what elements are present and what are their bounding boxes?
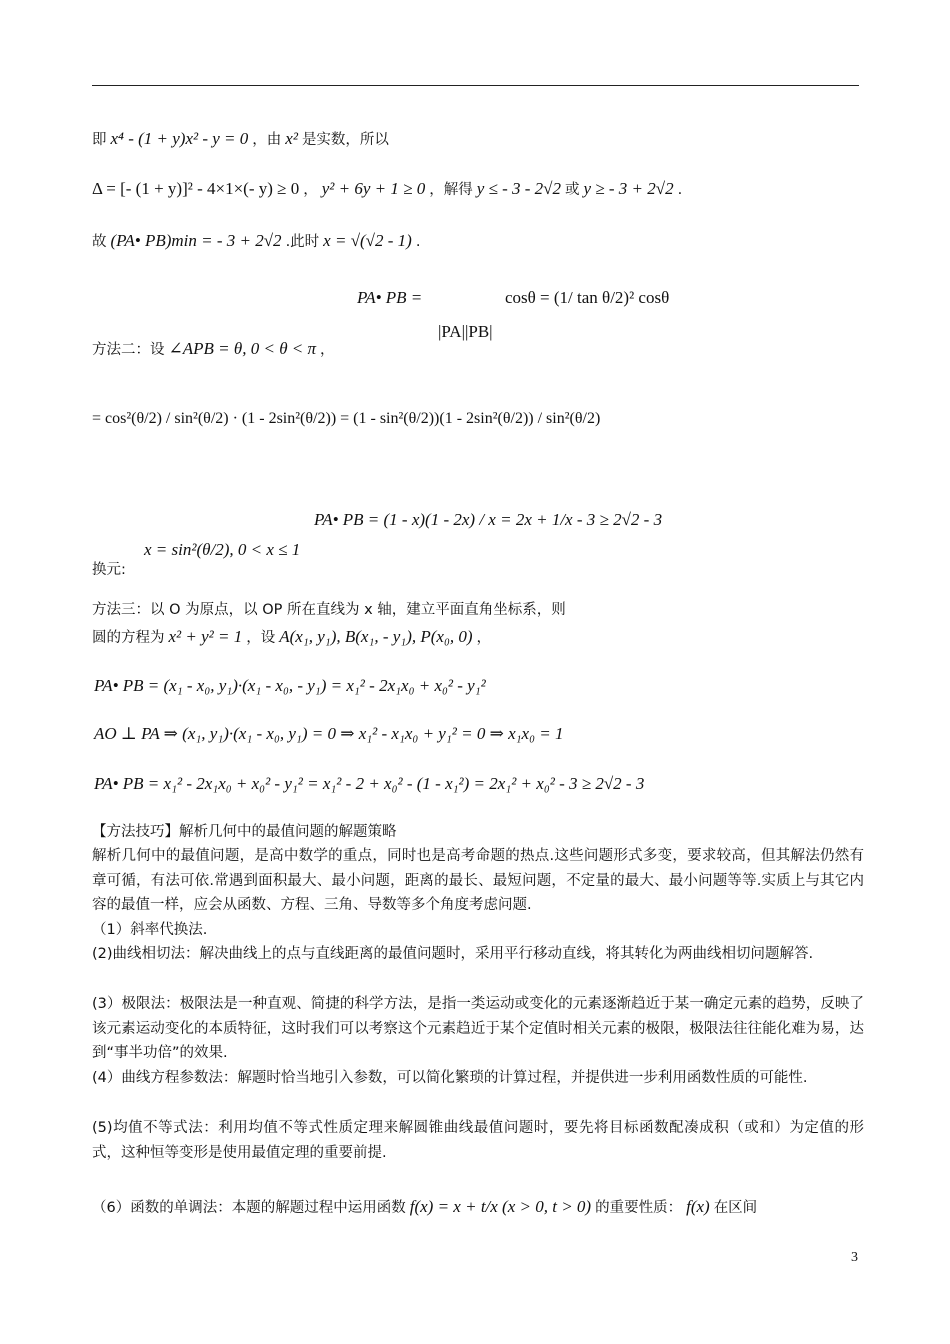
l1-mid: ，由	[252, 132, 282, 148]
m2-formula-den: |PA||PB|	[438, 322, 493, 341]
item6-prefix: （6）函数的单调法：本题的解题过程中运用函数	[92, 1200, 406, 1216]
l2-or: 或	[564, 182, 580, 198]
sub-math: x = sin²(θ/2), 0 < x ≤ 1	[144, 540, 301, 559]
m3-line2-prefix: 圆的方程为	[92, 630, 165, 646]
l2-math2: y² + 6y + 1 ≥ 0	[321, 179, 426, 198]
tips-item6	[92, 1196, 757, 1217]
item6-mid: 的重要性质：	[595, 1200, 683, 1216]
sub-formula: PA• PB = (1 - x)(1 - 2x) / x = 2x + 1/x - 3 ≥ 2√2 - 3	[314, 510, 663, 529]
m3-line2: 圆的方程为 x² + y² = 1 ，设 A(x₁, y₁), B(x₁, - y₁), P(x₀, 0) ，	[92, 627, 492, 646]
tips-item4: (4）曲线方程参数法：解题时恰当地引入参数，可以简化繁琐的计算过程，并提供进一步利用函数性质的可能性.	[92, 1070, 808, 1086]
item6-suffix: 在区间	[713, 1200, 758, 1216]
l2-math1: Δ = [- (1 + y)]² - 4×1×(- y) ≥ 0	[92, 179, 300, 198]
l2-mid: ，解得	[429, 182, 473, 198]
m2-formula-lhs: PA• PB =	[357, 288, 423, 307]
tips-item2: (2)曲线相切法：解决曲线上的点与直线距离的最值问题时，采用平行移动直线，将其转化为两曲线相切问题解答.	[92, 946, 814, 962]
l3-math: (PA• PB)min = - 3 + 2√2	[110, 231, 282, 250]
l1-math: x⁴ - (1 + y)x² - y = 0	[110, 129, 249, 148]
l1-math2: x²	[285, 129, 298, 148]
line-2: Δ = [- (1 + y)]² - 4×1×(- y) ≥ 0 ， y² + 6y + 1 ≥ 0 ，解得 y ≤ - 3 - 2√2 或 y ≥ - 3 + 2√2 .	[92, 179, 683, 198]
l3-prefix: 故	[92, 234, 107, 250]
l3-math2: x = √(√2 - 1)	[323, 231, 412, 250]
m2-label: 方法二：设	[92, 342, 165, 358]
m3-line2-mid: ，设	[246, 630, 276, 646]
m2-line: 方法二：设 ∠APB = θ, 0 < θ < π ，	[92, 339, 335, 358]
l1-suffix: 是实数，所以	[301, 132, 389, 148]
tips-item3: (3）极限法：极限法是一种直观、简捷的科学方法，是指一类运动或变化的元素逐渐趋近于某一确定元素的趋势，反映了该元素运动变化的本质特征，这时我们可以考察这个元素趋近于某个定值时相关元素的极限，极限法往往能化难为易，达到“事半功倍”的效果.	[92, 996, 864, 1061]
m3-line2-math: x² + y² = 1	[168, 627, 243, 646]
sub-label: 换元:	[92, 562, 126, 578]
page-number: 3	[851, 1250, 858, 1265]
m2-eq-line: = cos²(θ/2) / sin²(θ/2) · (1 - 2sin²(θ/2)) = (1 - sin²(θ/2))(1 - 2sin²(θ/2)) / sin²(θ/2)	[92, 410, 601, 427]
m2-angle: ∠APB = θ, 0 < θ < π	[168, 339, 317, 358]
eq1: PA• PB = (x₁ - x₀, y₁)·(x₁ - x₀, - y₁) = x₁² - 2x₁x₀ + x₀² - y₁²	[94, 676, 486, 695]
header-rule	[92, 85, 859, 86]
m3-line2-math2: A(x₁, y₁), B(x₁, - y₁), P(x₀, 0)	[279, 627, 473, 646]
line-3: 故 (PA• PB)min = - 3 + 2√2 .此时 x = √(√2 - 1) .	[92, 231, 421, 250]
eq2: AO ⊥ PA ⇒ (x₁, y₁)·(x₁ - x₀, y₁) = 0 ⇒ x₁² - x₁x₀ + y₁² = 0 ⇒ x₁x₀ = 1	[94, 724, 564, 743]
eq3: PA• PB = x₁² - 2x₁x₀ + x₀² - y₁² = x₁² - 2 + x₀² - (1 - x₁²) = 2x₁² + x₀² - 3 ≥ 2√2 - 3	[94, 774, 645, 793]
tips-item5: (5)均值不等式法：利用均值不等式性质定理来解圆锥曲线最值问题时，要先将目标函数配凑成积（或和）为定值的形式，这种恒等变形是使用最值定理的重要前提.	[92, 1120, 864, 1161]
m3-line1: 方法三：以 O 为原点，以 OP 所在直线为 x 轴，建立平面直角坐标系，则	[92, 602, 566, 618]
line-1	[92, 128, 389, 149]
tips-title: 【方法技巧】解析几何中的最值问题的解题策略	[92, 824, 397, 840]
item6-math2: f(x)	[686, 1197, 710, 1216]
l2-math4: y ≥ - 3 + 2√2	[583, 179, 674, 198]
tips-item1: （1）斜率代换法.	[92, 922, 208, 938]
l2-math3: y ≤ - 3 - 2√2	[476, 179, 561, 198]
l3-mid: .此时	[285, 234, 320, 250]
m2-formula-rhs: cosθ = (1/ tan θ/2)² cosθ	[505, 288, 670, 307]
l1-prefix: 即	[92, 132, 107, 148]
tips-intro: 解析几何中的最值问题，是高中数学的重点，同时也是高考命题的热点.这些问题形式多变，要求较高，但其解法仍然有章可循，有法可依.常遇到面积最大、最小问题，距离的最长、最短问题，不定量的最大、最小问题等等.实质上与其它内容的最值一样，应会从函数、方程、三角、导数等多个角度考虑问题.	[92, 848, 864, 913]
item6-math: f(x) = x + t/x (x > 0, t > 0)	[409, 1197, 592, 1216]
